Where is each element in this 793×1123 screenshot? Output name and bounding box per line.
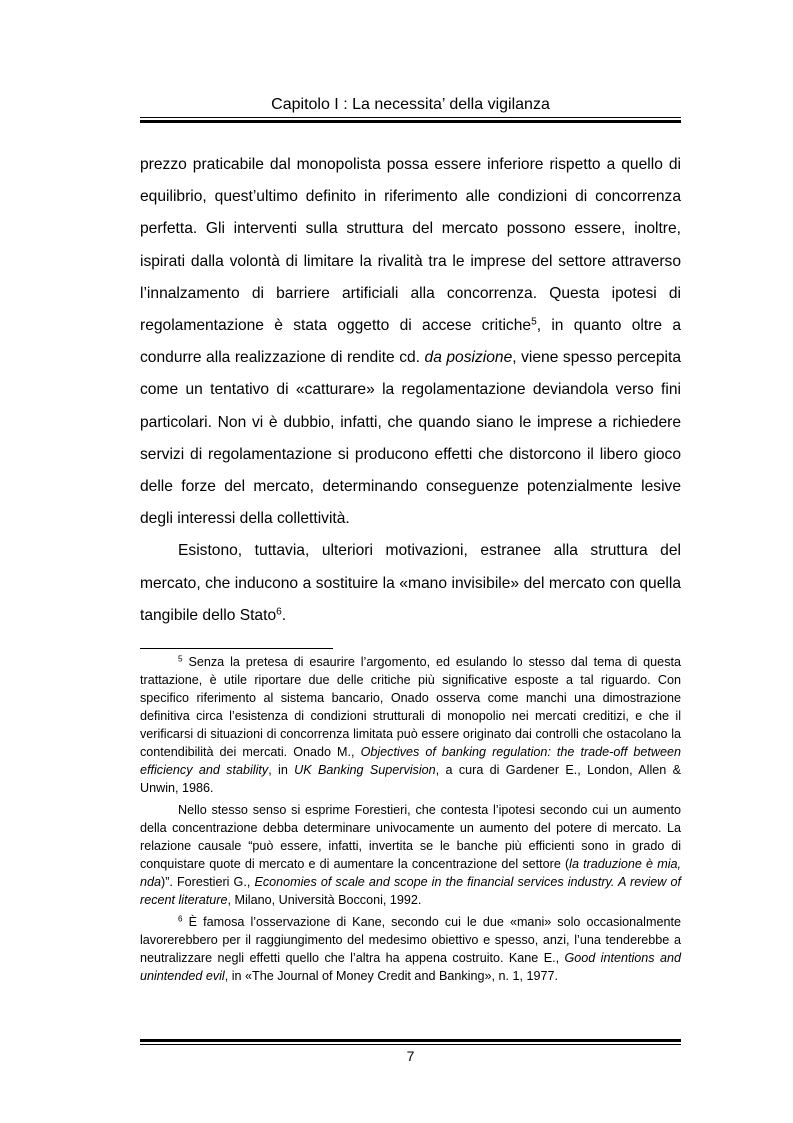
footnote-5: $^5$ Senza la pretesa di esaurire l’argomento, ed esulando lo stesso dal tema di questa trattazione, è utile riportare due delle critiche più significative esposte a tal riguardo. Con specifico riferimento al sistema bancario, Onado osserva come manchi una dimostrazione definitiva circa l’esistenza di condizioni strutturali di monopolio nei mercati creditizi, e che il verificarsi di situazioni di concorrenza limitata può essere originato dai controlli che ostacolano la contendibilità dei mercati. Onado M., Objectives of banking regulation: the trade-off between efficiency and stability, in UK Banking Supervision, a cura di Gardener E., London, Allen & Unwin, 1986. (140, 654, 681, 795)
footnotes (140, 653, 681, 989)
body-text (140, 149, 681, 632)
paragraph-2: Esistono, tuttavia, ulteriori motivazioni, estranee alla struttura del mercato, che inducono a sostituire la «mano invisibile» del mercato con quella tangibile dello Stato$^6$. (140, 542, 681, 624)
page-header-title: Capitolo I : La necessita’ della vigilanza (271, 96, 550, 113)
footnote-marker-6: 6 (178, 914, 183, 924)
footer-rule-thick (140, 1039, 681, 1042)
footnote-ref-6: 6 (276, 606, 282, 618)
footer-rule-thin (140, 1044, 681, 1045)
footnote-separator (140, 648, 333, 649)
footnote-marker-5: 5 (178, 654, 183, 664)
footnote-5-continued: Nello stesso senso si esprime Forestieri, che contesta l’ipotesi secondo cui un aumento della concentrazione debba determinare univocamente un aumento del potere di mercato. La relazione causale “può essere, infatti, invertita se le banche più efficienti sono in grado di conquistare quote di mercato e di aumentare la concentrazione del settore (la traduzione è mia, nda)”. Forestieri G., Economies of scale and scope in the financial services industry. A review of recent literature, Milano, Università Bocconi, 1992. (140, 803, 681, 907)
footnote-6: $^6$ È famosa l’osservazione di Kane, secondo cui le due «mani» solo occasionalmente lavorerebbero per il raggiungimento del medesimo obiettivo e spesso, anzi, l’una tenderebbe a neutralizzare negli effetti quello che l’altra ha appena costruito. Kane E., Good intentions and unintended evil, in «The Journal of Money Credit and Banking», n. 1, 1977. (140, 914, 681, 983)
page-number: 7 (406, 1048, 415, 1064)
footnote-ref-5: 5 (531, 316, 537, 328)
header-rule-thin (140, 117, 681, 118)
paragraph-1: prezzo praticabile dal monopolista possa essere inferiore rispetto a quello di equilibrio, quest’ultimo definito in riferimento alle condizioni di concorrenza perfetta. Gli interventi sulla struttura del mercato possono essere, inoltre, ispirati dalla volontà di limitare la rivalità tra le imprese del settore attraverso l’innalzamento di barriere artificiali alla concorrenza. Questa ipotesi di regolamentazione è stata oggetto di accese critiche$^5$, in quanto oltre a condurre alla realizzazione di rendite cd. da posizione, viene spesso percepita come un tentativo di «catturare» la regolamentazione deviandola verso fini particolari. Non vi è dubbio, infatti, che quando siano le imprese a richiedere servizi di regolamentazione si producono effetti che distorcono il libero gioco delle forze del mercato, determinando conseguenze potenzialmente lesive degli interessi della collettività. (140, 156, 681, 528)
header-rule-thick (140, 120, 681, 123)
